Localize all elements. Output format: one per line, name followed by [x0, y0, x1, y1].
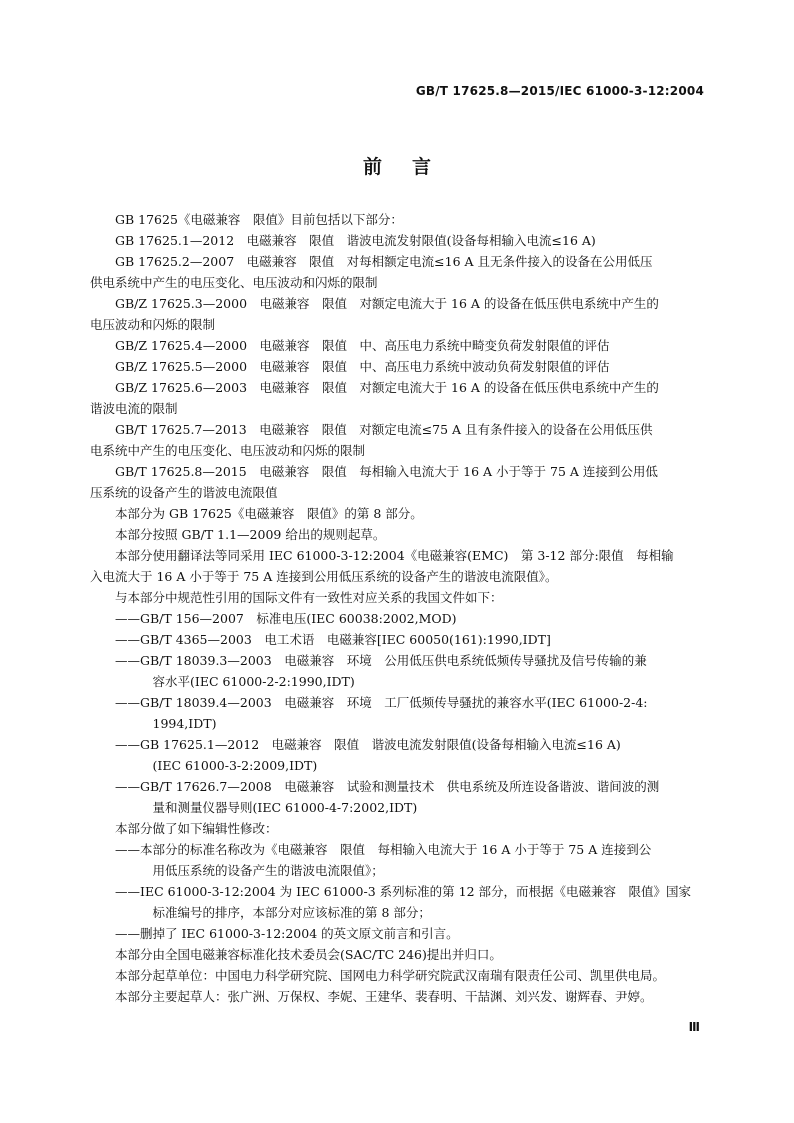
list-item: ——GB/T 18039.4—2003 电磁兼容 环境 工厂低频传导骚扰的兼容水平(IEC 61000-2-4: 1994,IDT): [115, 695, 648, 731]
list-item: GB 17625.1—2012 电磁兼容 限值 谐波电流发射限值(设备每相输入电流≤16 A): [115, 233, 596, 248]
document-body: [90, 209, 705, 1007]
list-item: GB/Z 17625.5—2000 电磁兼容 限值 中、高压电力系统中波动负荷发射限值的评估: [115, 359, 610, 374]
list-item: ——GB/T 4365—2003 电工术语 电磁兼容[IEC 60050(161):1990,IDT]: [115, 632, 551, 647]
correspondence-statement: 与本部分中规范性引用的国际文件有一致性对应关系的我国文件如下：: [115, 590, 503, 605]
list-item: ——GB 17625.1—2012 电磁兼容 限值 谐波电流发射限值(设备每相输入电流≤16 A) (IEC 61000-3-2:2009,IDT): [115, 737, 621, 773]
list-item: ——GB/T 17626.7—2008 电磁兼容 试验和测量技术 供电系统及所连设备谐波、谐间波的测 量和测量仪器导则(IEC 61000-4-7:2002,IDT): [115, 779, 660, 815]
correspondence-list: [90, 608, 705, 818]
translation-statement: 本部分使用翻译法等同采用 IEC 61000-3-12:2004《电磁兼容(EMC) 第 3-12 部分:限值 每相输 入电流大于 16 A 小于等于 75 A 连接到公用低压系统的设备产生的谐波电流限值》。: [90, 548, 674, 584]
list-item: ——GB/T 156—2007 标准电压(IEC 60038:2002,MOD): [115, 611, 457, 626]
list-item: GB/Z 17625.3—2000 电磁兼容 限值 对额定电流大于 16 A 的设备在低压供电系统中产生的 电压波动和闪烁的限制: [90, 296, 659, 332]
standard-number-header: GB/T 17625.8—2015/IEC 61000-3-12:2004: [415, 84, 704, 98]
list-item: GB/Z 17625.4—2000 电磁兼容 限值 中、高压电力系统中畸变负荷发射限值的评估: [115, 338, 610, 353]
list-item: GB/Z 17625.6—2003 电磁兼容 限值 对额定电流大于 16 A 的设备在低压供电系统中产生的 谐波电流的限制: [90, 380, 659, 416]
list-item: ——IEC 61000-3-12:2004 为 IEC 61000-3 系列标准的第 12 部分，而根据《电磁兼容 限值》国家 标准编号的排序，本部分对应该标准的第 8 部分；: [115, 884, 692, 920]
list-item: GB/T 17625.8—2015 电磁兼容 限值 每相输入电流大于 16 A 小于等于 75 A 连接到公用低 压系统的设备产生的谐波电流限值: [90, 464, 658, 500]
drafters-statement: 本部分主要起草人：张广洲、万保权、李妮、王建华、裴春明、干喆渊、刘兴发、谢辉春、尹婷。: [115, 989, 653, 1004]
parts-list: [90, 230, 705, 503]
list-item: ——本部分的标准名称改为《电磁兼容 限值 每相输入电流大于 16 A 小于等于 75 A 连接到公 用低压系统的设备产生的谐波电流限值》；: [115, 842, 652, 878]
list-item: ——GB/T 18039.3—2003 电磁兼容 环境 公用低压供电系统低频传导骚扰及信号传输的兼 容水平(IEC 61000-2-2:1990,IDT): [115, 653, 647, 689]
proposer-statement: 本部分由全国电磁兼容标准化技术委员会(SAC/TC 246)提出并归口。: [115, 947, 502, 962]
list-item: GB/T 17625.7—2013 电磁兼容 限值 对额定电流≤75 A 且有条件接入的设备在公用低压供 电系统中产生的电压变化、电压波动和闪烁的限制: [90, 422, 653, 458]
page-number: Ⅲ: [688, 1020, 700, 1034]
intro-paragraph: GB 17625《电磁兼容 限值》目前包括以下部分：: [115, 212, 403, 227]
rules-statement: 本部分按照 GB/T 1.1—2009 给出的规则起草。: [115, 527, 386, 542]
list-item: GB 17625.2—2007 电磁兼容 限值 对每相额定电流≤16 A 且无条件接入的设备在公用低压 供电系统中产生的电压变化、电压波动和闪烁的限制: [90, 254, 653, 290]
drafting-org-statement: 本部分起草单位：中国电力科学研究院、国网电力科学研究院武汉南瑞有限责任公司、凯里供电局。: [115, 968, 666, 983]
edits-list: [90, 839, 705, 944]
part-statement: 本部分为 GB 17625《电磁兼容 限值》的第 8 部分。: [115, 506, 423, 521]
list-item: ——删掉了 IEC 61000-3-12:2004 的英文原文前言和引言。: [115, 926, 459, 941]
edits-statement: 本部分做了如下编辑性修改：: [115, 821, 278, 836]
page-title: 前言: [362, 156, 461, 178]
